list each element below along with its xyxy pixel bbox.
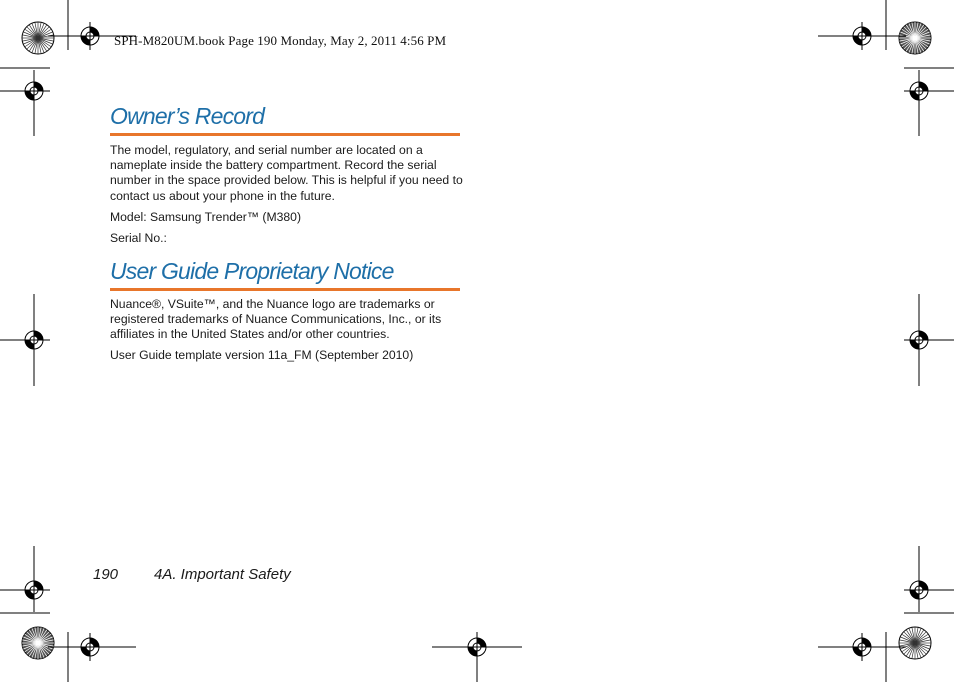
starburst-icon (899, 22, 931, 54)
print-slug: SPH-M820UM.book Page 190 Monday, May 2, 2011 4:56 PM (114, 33, 447, 48)
starburst-icon (22, 627, 54, 659)
registration-target-icon (76, 633, 104, 661)
starburst-icon (22, 22, 54, 54)
paragraph: Serial No.: (110, 231, 167, 246)
registration-target-icon (848, 633, 876, 661)
registration-target-icon (848, 22, 876, 50)
paragraph: Model: Samsung Trender™ (M380) (110, 209, 302, 224)
heading-rule (110, 133, 460, 136)
heading-rule (110, 288, 460, 291)
paragraph: The model, regulatory, and serial number are located on a nameplate inside the battery compartment. Record the serial number in the space provided below. This is helpful if you need to contact us about your phone in the future. (110, 143, 463, 203)
registration-target-icon (76, 22, 104, 50)
section-heading: User Guide Proprietary Notice (110, 258, 394, 284)
paragraph: User Guide template version 11a_FM (September 2010) (110, 347, 414, 362)
page-number: 190 (93, 566, 119, 583)
section-heading: Owner’s Record (110, 103, 265, 129)
starburst-icon (899, 627, 931, 659)
section-proprietary-notice (110, 258, 466, 363)
section-owners-record (110, 103, 466, 246)
footer-section-title: 4A. Important Safety (154, 566, 291, 583)
paragraph: Nuance®, VSuite™, and the Nuance logo are trademarks or registered trademarks of Nuance Communications, Inc., or its affiliates in the United States and/or other countries. (110, 297, 442, 342)
